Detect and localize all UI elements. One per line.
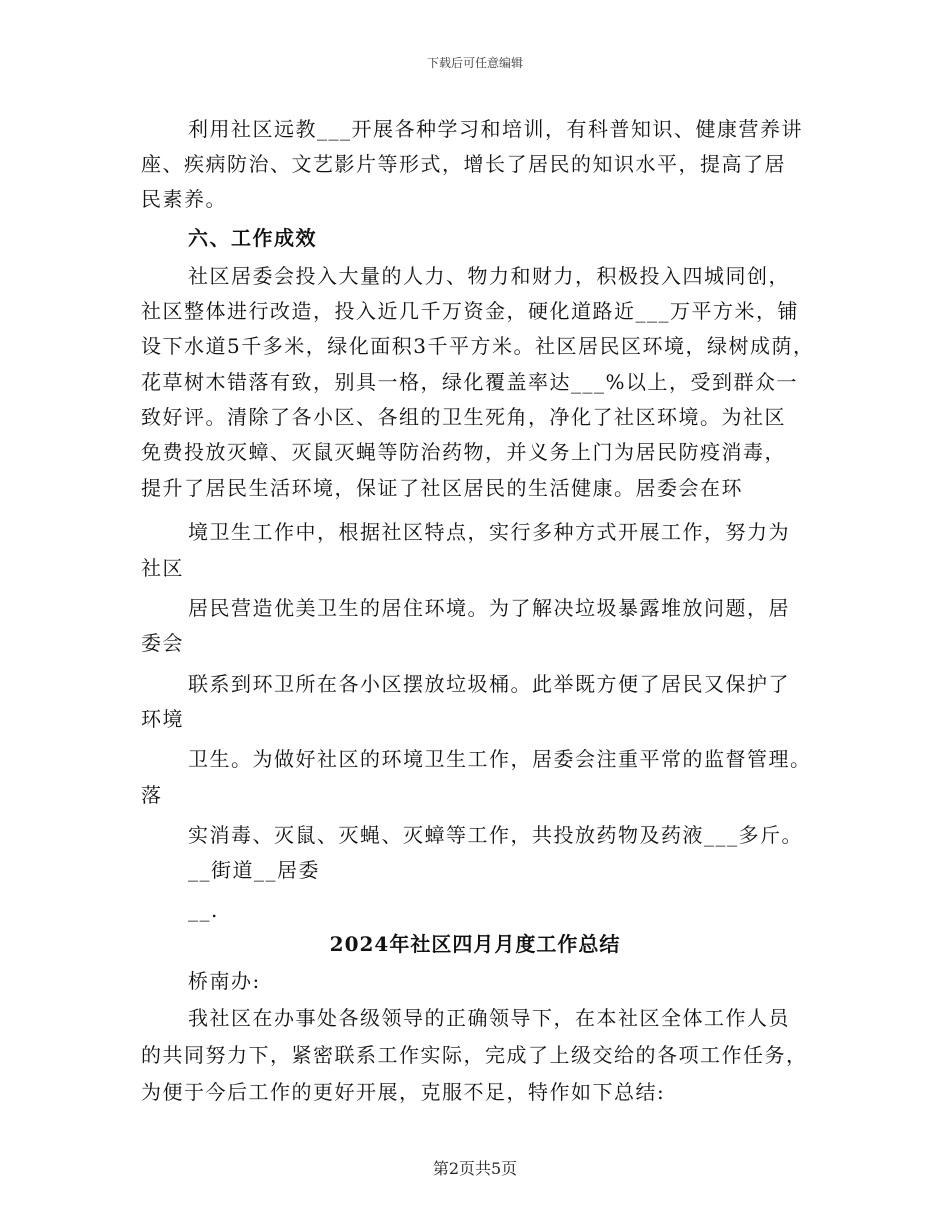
body-line: 环境	[141, 707, 184, 731]
body-line: 提升了居民生活环境，保证了社区居民的生活健康。居委会在环	[141, 476, 743, 500]
body-line: 落	[141, 783, 163, 807]
body-line: 利用社区远教___开展各种学习和培训，有科普知识、健康营养讲	[188, 117, 803, 141]
body-line: 社区居委会投入大量的人力、物力和财力，积极投入四城同创，	[188, 264, 790, 288]
body-line: 免费投放灭蟑、灭鼠灭蝇等防治药物，并义务上门为居民防疫消毒，	[141, 440, 786, 464]
body-line: 民素养。	[141, 187, 227, 211]
page-number: 第2页共5页	[432, 1159, 518, 1178]
body-line: 花草树木错落有致，别具一格，绿化覆盖率达___%以上，受到群众一	[141, 370, 799, 394]
body-line: 社区	[141, 556, 184, 580]
body-line: 实消毒、灭鼠、灭蝇、灭蟑等工作，共投放药物及药液___多斤。	[188, 823, 803, 847]
body-line: 社区整体进行改造，投入近几千万资金，硬化道路近___万平方米，铺	[141, 299, 799, 323]
salutation: 桥南办:	[188, 969, 261, 993]
body-line: 居民营造优美卫生的居住环境。为了解决垃圾暴露堆放问题，居	[188, 596, 790, 620]
body-line: 座、疾病防治、文艺影片等形式，增长了居民的知识水平，提高了居	[141, 152, 786, 176]
signature-line: __街道__居委	[188, 858, 320, 882]
body-line: 卫生。为做好社区的环境卫生工作，居委会注重平常的监督管理。	[188, 747, 812, 771]
body-line: 为便于今后工作的更好开展，克服不足，特作如下总结:	[141, 1080, 666, 1104]
signature-line: __.	[188, 898, 219, 922]
body-line: 委会	[141, 631, 184, 655]
body-line: 联系到环卫所在各小区摆放垃圾桶。此举既方便了居民又保护了	[188, 672, 790, 696]
body-line: 我社区在办事处各级领导的正确领导下，在本社区全体工作人员	[188, 1006, 790, 1030]
body-line: 致好评。清除了各小区、各组的卫生死角，净化了社区环境。为社区	[141, 405, 786, 429]
body-line: 设下水道5千多米，绿化面积3千平方米。社区居民区环境，绿树成荫，	[141, 334, 815, 358]
body-line: 的共同努力下，紧密联系工作实际，完成了上级交给的各项工作任务，	[141, 1043, 808, 1067]
report-title: 2024年社区四月月度工作总结	[329, 932, 621, 956]
body-line: 境卫生工作中，根据社区特点，实行多种方式开展工作，努力为	[188, 520, 790, 544]
page-header: 下载后可任意编辑	[426, 56, 523, 70]
section-heading: 六、工作成效	[188, 226, 317, 250]
